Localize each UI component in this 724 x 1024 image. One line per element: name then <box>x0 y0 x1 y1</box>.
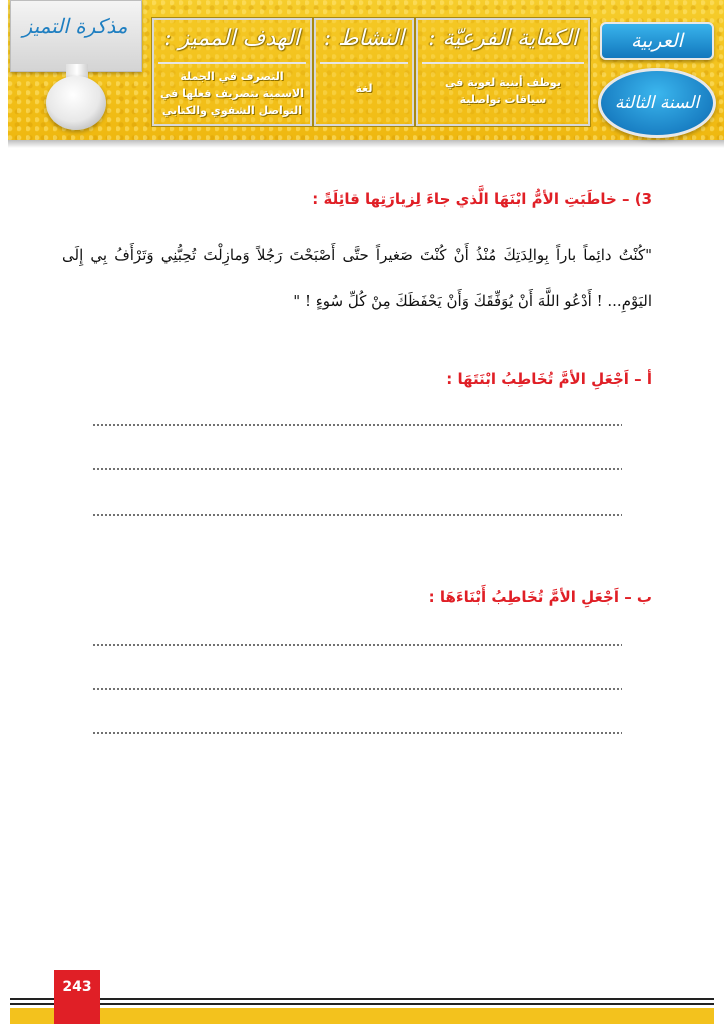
answer-line-a2[interactable] <box>92 468 622 470</box>
badge-ball-icon <box>46 76 106 130</box>
part-b-question: ب – اَجْعَلِ الأمَّ تُخَاطِبُ أَبْنَاءَهَا : <box>428 588 652 606</box>
activity-title: النشاط : <box>323 26 405 51</box>
footer-rule-top <box>10 998 714 1000</box>
page-number: 243 <box>54 970 100 1024</box>
activity-box <box>314 18 414 126</box>
answer-line-b3[interactable] <box>92 732 622 734</box>
badge-label: مذكرة التميز <box>22 14 128 38</box>
answer-line-a1[interactable] <box>92 424 622 426</box>
answer-line-b1[interactable] <box>92 644 622 646</box>
goal-box <box>152 18 312 126</box>
competency-box <box>416 18 590 126</box>
competency-text: يوظف أبنية لغوية في سياقات تواصلية <box>445 76 561 106</box>
competency-title: الكفاية الفرعيّة : <box>428 26 578 51</box>
activity-divider <box>320 62 408 64</box>
activity-text: لغة <box>355 82 373 95</box>
year-badge: السنة الثالثة <box>598 68 716 138</box>
answer-line-b2[interactable] <box>92 688 622 690</box>
competency-divider <box>422 62 584 64</box>
goal-divider <box>158 62 306 64</box>
subject-badge: العربية <box>600 22 714 60</box>
goal-text: التصرف في الجملة الاسمية بتصريف فعلها في التواصل الشفوي والكتابي <box>160 70 304 117</box>
answer-line-a3[interactable] <box>92 514 622 516</box>
part-a-question: أ – اَجْعَلِ الأمَّ تُخَاطِبُ ابْنَتَهَا : <box>446 370 652 388</box>
footer-band <box>10 1008 714 1024</box>
exercise-passage: "كُنْتُ دائِماً باراً بِوالِدَتِكَ مُنْذُ أَنْ كُنْتَ صَغيراً حتَّى أَصْبَحْتَ رَجُلاً وَمازِلْتَ تُحِبُّنِي وَتَرْأَفُ بِي إِلَى اليَوْمِ... ! أَدْعُو اللَّهَ أَنْ يُوَفِّقَكَ وَأَنْ يَحْفَظَكَ مِنْ كُلِّ سُوءٍ ! " <box>62 246 652 310</box>
footer-rule-bottom <box>10 1003 714 1005</box>
goal-title: الهدف المميز : <box>164 26 300 51</box>
header-shadow <box>8 140 724 148</box>
exercise-title: 3) – خاطَبَتِ الأمُّ ابْنَهَا الَّذي جاءَ لِزيارَتِها قائِلَةً : <box>312 190 652 208</box>
